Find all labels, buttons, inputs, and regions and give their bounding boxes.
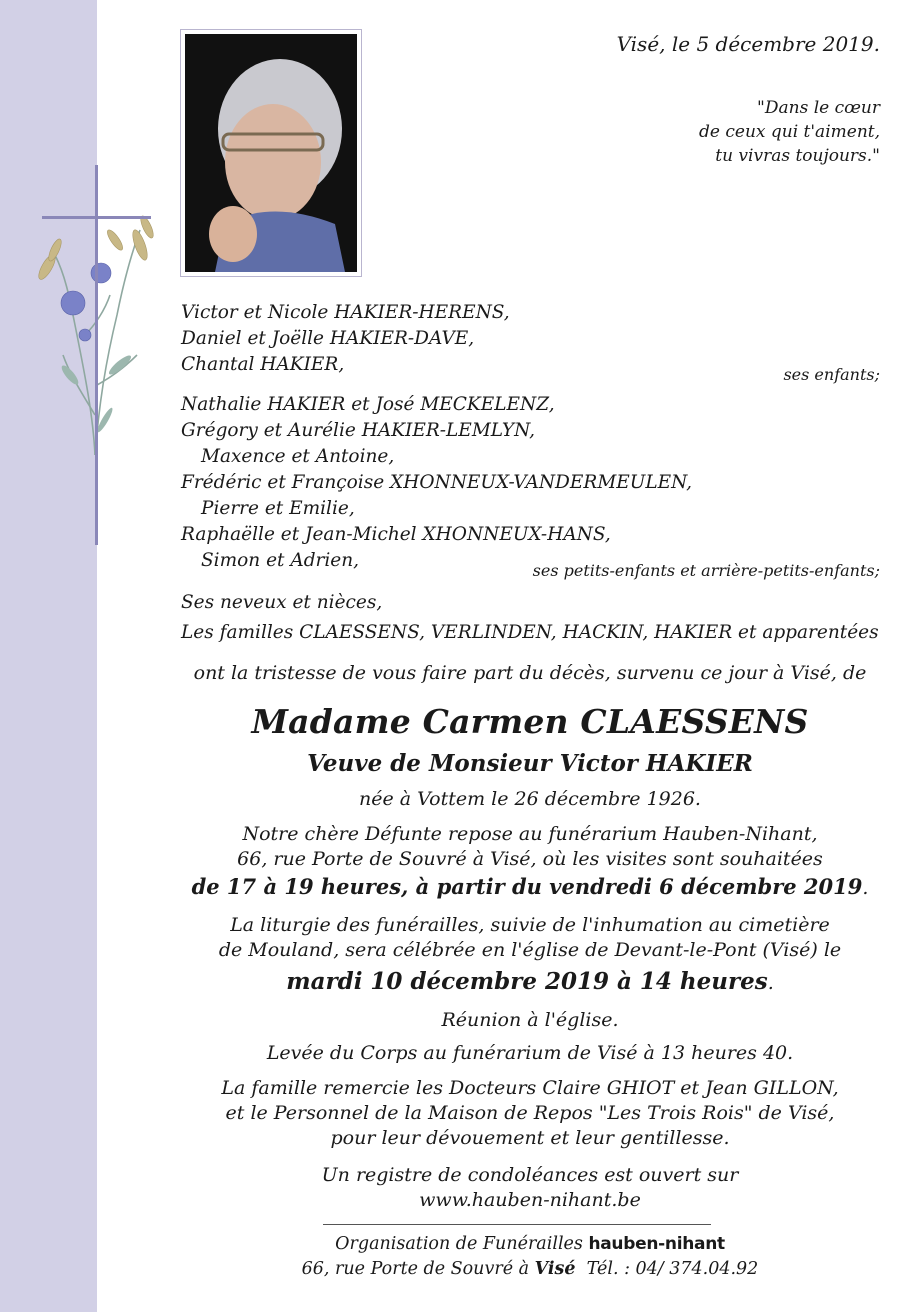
cross-vertical-bar bbox=[95, 165, 98, 545]
family-line: Chantal HAKIER, bbox=[181, 354, 345, 375]
grandchildren-block bbox=[181, 392, 881, 574]
text-line: Un registre de condoléances est ouvert sur bbox=[321, 1164, 739, 1186]
widow-of: Veuve de Monsieur Victor HAKIER bbox=[307, 750, 753, 777]
deceased-name: Madame Carmen CLAESSENS bbox=[251, 702, 809, 741]
footer-address bbox=[180, 1256, 880, 1282]
family-line: Les familles CLAESSENS, VERLINDEN, HACKIN, HAKIER et apparentées bbox=[181, 622, 879, 643]
family-line: Ses neveux et nièces, bbox=[181, 592, 383, 613]
children-block bbox=[181, 300, 881, 378]
family-line: Pierre et Emilie, bbox=[201, 498, 355, 519]
phone: Tél. : 04/ 374.04.92 bbox=[586, 1259, 759, 1279]
funeral-datetime bbox=[180, 969, 880, 996]
side-band bbox=[0, 0, 97, 1312]
footer-organisation bbox=[180, 1231, 880, 1257]
text-line: Notre chère Défunte repose au funérarium Hauben-Nihant, bbox=[242, 823, 818, 845]
address-prefix: 66, rue Porte de Souvré à bbox=[301, 1259, 530, 1279]
visiting-hours-bold: de 17 à 19 heures, à partir du vendredi 6 décembre 2019 bbox=[191, 874, 863, 899]
birth-info: née à Vottem le 26 décembre 1926. bbox=[359, 788, 701, 810]
epitaph-quote bbox=[699, 96, 880, 168]
text-end: . bbox=[862, 877, 869, 899]
text-line: de Mouland, sera célébrée en l'église de Devant-le-Pont (Visé) le bbox=[218, 939, 842, 961]
meeting-info: Réunion à l'église. bbox=[441, 1009, 619, 1031]
quote-line: "Dans le cœur bbox=[757, 98, 880, 118]
family-line: Daniel et Joëlle HAKIER-DAVE, bbox=[181, 328, 475, 349]
family-line: Frédéric et Françoise XHONNEUX-VANDERMEULEN, bbox=[181, 472, 693, 493]
family-line: Victor et Nicole HAKIER-HERENS, bbox=[181, 302, 510, 323]
portrait-image bbox=[185, 34, 357, 272]
org-prefix: Organisation de Funérailles bbox=[335, 1234, 583, 1254]
family-line: Nathalie HAKIER et José MECKELENZ, bbox=[181, 394, 555, 415]
family-line: Raphaëlle et Jean-Michel XHONNEUX-HANS, bbox=[181, 524, 611, 545]
brand-logo: hauben-nihant bbox=[588, 1234, 725, 1254]
quote-line: tu vivras toujours." bbox=[715, 146, 880, 166]
liturgy-paragraph bbox=[180, 913, 880, 996]
children-role: ses enfants; bbox=[783, 365, 880, 384]
funeral-datetime-bold: mardi 10 décembre 2019 à 14 heures bbox=[286, 968, 768, 995]
others-block bbox=[181, 590, 881, 646]
grandchildren-role: ses petits-enfants et arrière-petits-enfants; bbox=[532, 561, 880, 580]
registry-url: www.hauben-nihant.be bbox=[419, 1189, 641, 1211]
text-line: La liturgie des funérailles, suivie de l'inhumation au cimetière bbox=[230, 914, 830, 936]
quote-line: de ceux qui t'aiment, bbox=[699, 122, 880, 142]
text-end: . bbox=[767, 972, 774, 994]
text-line: La famille remercie les Docteurs Claire GHIOT et Jean GILLON, bbox=[221, 1077, 839, 1099]
text-line: pour leur dévouement et leur gentillesse. bbox=[330, 1127, 730, 1149]
deceased-photo bbox=[180, 29, 362, 277]
repose-paragraph bbox=[180, 822, 880, 901]
cross-horizontal-bar bbox=[42, 216, 151, 219]
levee-info: Levée du Corps au funérarium de Visé à 13 heures 40. bbox=[266, 1042, 794, 1064]
announcement: ont la tristesse de vous faire part du décès, survenu ce jour à Visé, de bbox=[193, 662, 867, 684]
family-line: Grégory et Aurélie HAKIER-LEMLYN, bbox=[181, 420, 535, 441]
address-city: Visé bbox=[534, 1259, 576, 1279]
family-line: Maxence et Antoine, bbox=[201, 446, 395, 467]
text-line: et le Personnel de la Maison de Repos "Les Trois Rois" de Visé, bbox=[225, 1102, 835, 1124]
visiting-hours bbox=[180, 874, 880, 901]
footer-divider bbox=[323, 1224, 711, 1225]
date-line: Visé, le 5 décembre 2019. bbox=[616, 32, 880, 56]
family-line: Simon et Adrien, bbox=[201, 550, 360, 571]
text-line: 66, rue Porte de Souvré à Visé, où les visites sont souhaitées bbox=[237, 848, 823, 870]
thanks-paragraph bbox=[180, 1076, 880, 1151]
registry-paragraph bbox=[180, 1163, 880, 1213]
